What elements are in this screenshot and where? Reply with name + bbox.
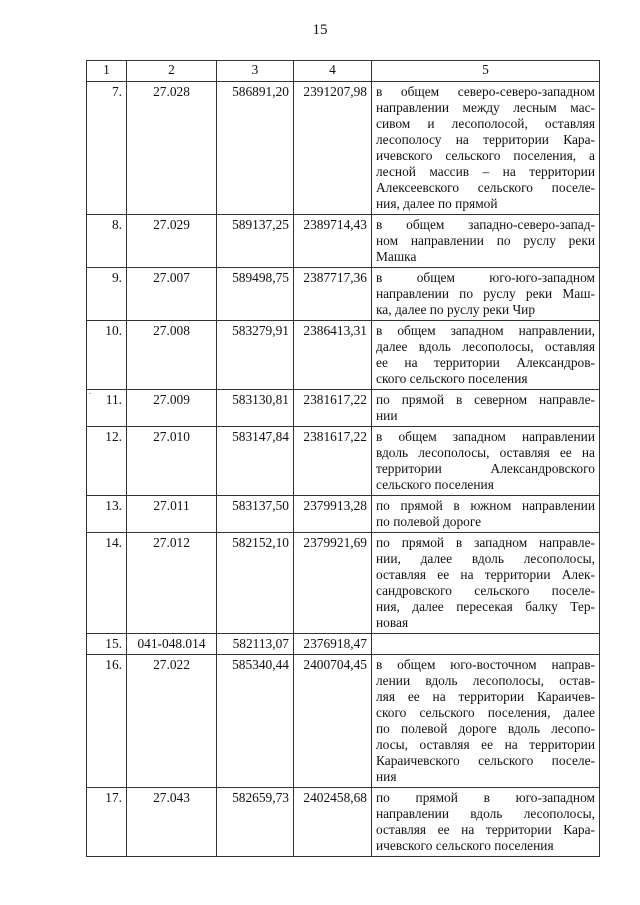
coordinate-x: 582659,73	[217, 788, 294, 857]
column-header-point: 2	[127, 61, 217, 82]
boundary-description	[372, 496, 600, 533]
description-line: по прямой в западном направле-	[376, 535, 595, 550]
table-row	[87, 788, 600, 857]
description-line: нии	[376, 408, 398, 423]
description-line: в общем западно-северо-запад-	[376, 217, 595, 232]
boundary-description	[372, 321, 600, 390]
description-line: в общем северо-северо-западном	[376, 84, 595, 99]
point-id: 27.010	[127, 427, 217, 496]
description-line: по полевой дороге вдоль лесопо-	[376, 721, 595, 736]
description-line: по полевой дороге	[376, 514, 482, 529]
description-line: по прямой в северном направле-	[376, 392, 595, 407]
column-header-x: 3	[217, 61, 294, 82]
row-number: 14.	[87, 533, 127, 634]
table-body	[87, 82, 600, 857]
coordinate-x: 583137,50	[217, 496, 294, 533]
description-line: сельского поселения	[376, 477, 494, 492]
coordinate-y: 2402458,68	[294, 788, 372, 857]
coordinate-y: 2391207,98	[294, 82, 372, 215]
coordinate-x: 583130,81	[217, 390, 294, 427]
boundary-description	[372, 268, 600, 321]
point-id: 27.011	[127, 496, 217, 533]
description-line: направлении между лесным мас-	[376, 100, 595, 115]
description-line: направлении по руслу реки Маш-	[376, 286, 595, 301]
boundary-coordinates-table	[86, 60, 600, 857]
boundary-description	[372, 390, 600, 427]
description-line: лении вдоль лесополосы, остав-	[376, 673, 595, 688]
description-line: ского сельского поселения, далее	[376, 705, 595, 720]
row-number: 9.	[87, 268, 127, 321]
table-row	[87, 268, 600, 321]
coordinate-x: 589498,75	[217, 268, 294, 321]
table-row	[87, 215, 600, 268]
description-line: ского сельского поселения	[376, 371, 528, 386]
description-line: ее на территории Александров-	[376, 355, 595, 370]
table-row	[87, 533, 600, 634]
point-id: 27.043	[127, 788, 217, 857]
coordinate-x: 583279,91	[217, 321, 294, 390]
point-id: 27.009	[127, 390, 217, 427]
table-row	[87, 427, 600, 496]
coordinate-x: 589137,25	[217, 215, 294, 268]
description-line: Караичевского сельского поселе-	[376, 753, 595, 768]
coordinate-x: 586891,20	[217, 82, 294, 215]
point-id: 27.008	[127, 321, 217, 390]
description-line: лосы, оставляя ее на территории	[376, 737, 595, 752]
description-line: ичевского сельского поселения, а	[376, 148, 595, 163]
table-row	[87, 496, 600, 533]
coordinate-y: 2386413,31	[294, 321, 372, 390]
description-line: Машка	[376, 249, 417, 264]
column-header-description: 5	[372, 61, 600, 82]
description-line: лесной массив – на территории	[376, 164, 595, 179]
row-number: 11.	[87, 390, 127, 427]
description-line: нии, далее вдоль лесополосы,	[376, 551, 595, 566]
boundary-description	[372, 82, 600, 215]
description-line: ния, далее по прямой	[376, 196, 498, 211]
coordinate-x: 583147,84	[217, 427, 294, 496]
description-line: по прямой в юго-западном	[376, 790, 595, 805]
coordinate-y: 2381617,22	[294, 427, 372, 496]
boundary-description	[372, 788, 600, 857]
description-line: в общем западном направлении	[376, 429, 595, 444]
point-id: 27.007	[127, 268, 217, 321]
description-line: далее вдоль лесополосы, оставляя	[376, 339, 595, 354]
row-number: 17.	[87, 788, 127, 857]
coordinate-x: 585340,44	[217, 655, 294, 788]
description-line: направлении вдоль лесополосы,	[376, 806, 595, 821]
row-number: 16.	[87, 655, 127, 788]
coordinate-y: 2389714,43	[294, 215, 372, 268]
description-line: сандровского сельского поселе-	[376, 583, 595, 598]
boundary-description	[372, 533, 600, 634]
coordinate-y: 2376918,47	[294, 634, 372, 655]
table-row	[87, 82, 600, 215]
coordinate-y: 2400704,45	[294, 655, 372, 788]
description-line: ния, далее пересекая балку Тер-	[376, 599, 595, 614]
boundary-description	[372, 634, 600, 655]
table-header-row	[87, 61, 600, 82]
table-row	[87, 390, 600, 427]
description-line: ка, далее по руслу реки Чир	[376, 302, 536, 317]
boundary-description	[372, 215, 600, 268]
column-header-y: 4	[294, 61, 372, 82]
row-number: 7.	[87, 82, 127, 215]
point-id: 27.029	[127, 215, 217, 268]
column-header-number: 1	[87, 61, 127, 82]
row-number: 15.	[87, 634, 127, 655]
row-number: 10.	[87, 321, 127, 390]
table-row	[87, 634, 600, 655]
description-line: вдоль лесополосы, оставляя ее на	[376, 445, 595, 460]
description-line: сивом и лесополосой, оставляя	[376, 116, 595, 131]
description-line: ном направлении по руслу реки	[376, 233, 595, 248]
description-line: новая	[376, 615, 409, 630]
description-line: оставляя ее на территории Кара-	[376, 822, 595, 837]
boundary-description	[372, 427, 600, 496]
description-line: ичевского сельского поселения	[376, 838, 554, 853]
point-id: 27.012	[127, 533, 217, 634]
point-id: 27.022	[127, 655, 217, 788]
description-line: в общем западном направлении,	[376, 323, 595, 338]
description-line: ляя ее на территории Караичев-	[376, 689, 595, 704]
description-line: территории Александровского	[376, 461, 595, 476]
coordinate-x: 582113,07	[217, 634, 294, 655]
description-line: в общем юго-юго-западном	[376, 270, 595, 285]
table-row	[87, 655, 600, 788]
coordinate-y: 2379921,69	[294, 533, 372, 634]
row-number: 13.	[87, 496, 127, 533]
description-line: оставляя ее на территории Алек-	[376, 567, 595, 582]
table-row	[87, 321, 600, 390]
point-id: 27.028	[127, 82, 217, 215]
coordinate-y: 2379913,28	[294, 496, 372, 533]
point-id: 041-048.014	[127, 634, 217, 655]
description-line: ния	[376, 769, 397, 784]
description-line: по прямой в южном направлении	[376, 498, 595, 513]
description-line: в общем юго-восточном направ-	[376, 657, 595, 672]
row-number: 12.	[87, 427, 127, 496]
page-number: 15	[312, 22, 328, 38]
boundary-description	[372, 655, 600, 788]
description-line: Алексеевского сельского поселе-	[376, 180, 595, 195]
coordinate-x: 582152,10	[217, 533, 294, 634]
description-line: лесополосу на территории Кара-	[376, 132, 595, 147]
scan-mark: .	[89, 386, 92, 396]
coordinate-y: 2387717,36	[294, 268, 372, 321]
row-number: 8.	[87, 215, 127, 268]
coordinate-y: 2381617,22	[294, 390, 372, 427]
